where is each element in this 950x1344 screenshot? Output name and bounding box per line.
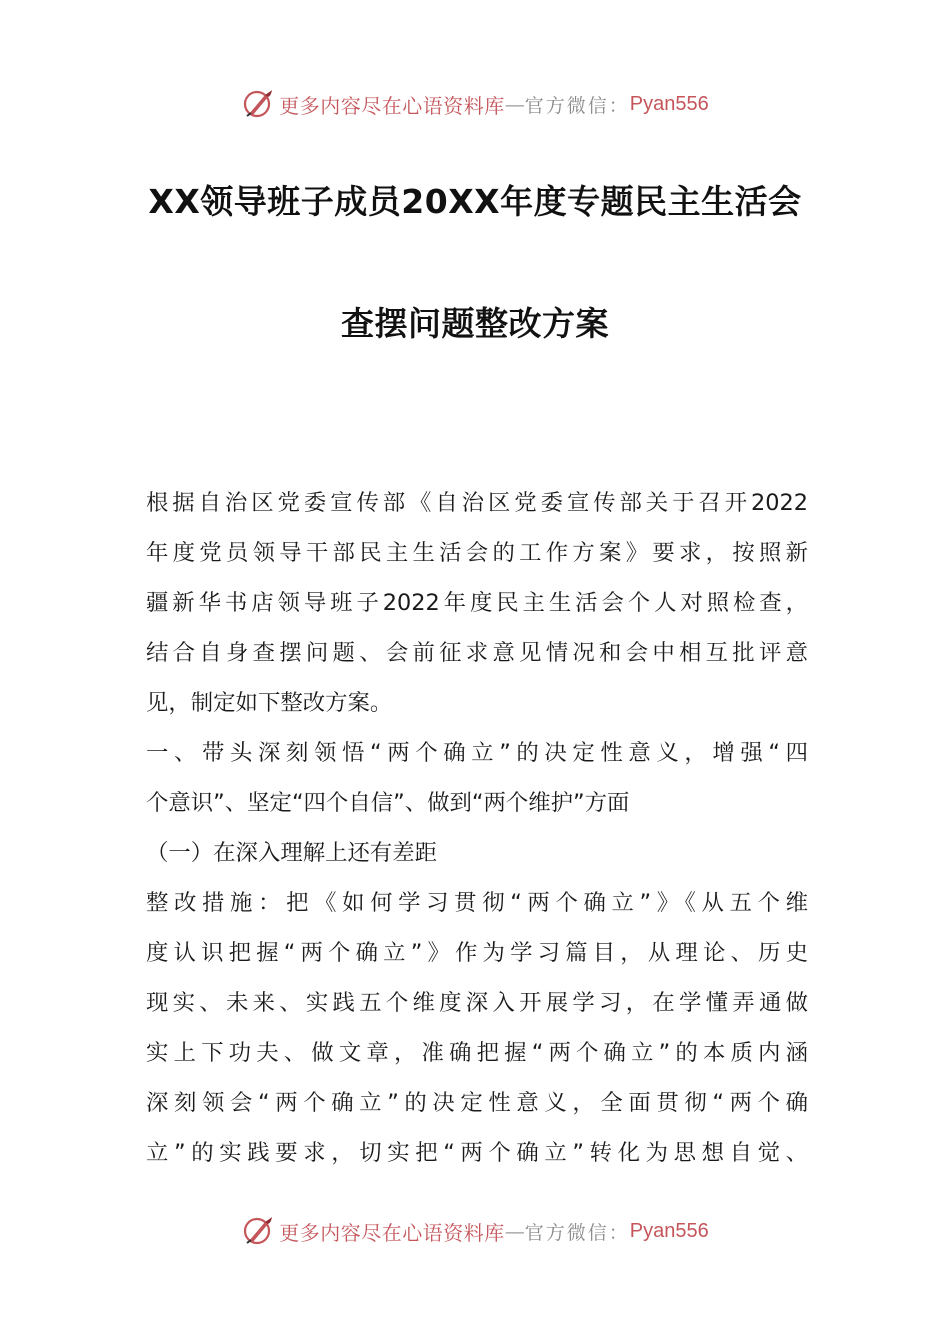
watermark-header xyxy=(0,84,950,124)
page-title-line1: XX领导班子成员20XX年度专题民主生活会 xyxy=(148,182,802,221)
body-line: 实上下功夫、做文章，准确把握“两个确立”的本质内涵 xyxy=(146,1040,808,1066)
body-line: 立”的实践要求，切实把“两个确立”转化为思想自觉、 xyxy=(146,1140,808,1166)
body-line: 结合自身查摆问题、会前征求意见情况和会中相互批评意 xyxy=(146,640,808,666)
body-line: 年度党员领导干部民主生活会的工作方案》要求，按照新 xyxy=(146,540,808,566)
watermark-official: 官方微信： xyxy=(524,1221,630,1244)
page-title-line2: 查摆问题整改方案 xyxy=(341,304,609,343)
section-heading: 一、带头深刻领悟“两个确立”的决定性意义，增强“四 xyxy=(146,740,808,766)
subsection-heading: （一）在深入理解上还有差距 xyxy=(146,840,438,866)
watermark-text: 更多内容尽在心语资料库 xyxy=(279,1220,505,1245)
watermark-dash: — xyxy=(504,1219,525,1243)
body-line: 度认识把握“两个确立”》作为学习篇目，从理论、历史 xyxy=(146,940,808,966)
watermark-footer xyxy=(0,1211,950,1251)
watermark-dash: — xyxy=(504,92,525,116)
body-line: 深刻领会“两个确立”的决定性意义，全面贯彻“两个确 xyxy=(146,1090,808,1116)
body-line: 根据自治区党委宣传部《自治区党委宣传部关于召开2022 xyxy=(146,490,808,516)
document-body xyxy=(146,478,808,1178)
body-line: 现实、未来、实践五个维度深入开展学习，在学懂弄通做 xyxy=(146,990,808,1016)
body-line: 见，制定如下整改方案。 xyxy=(146,690,393,716)
quill-logo-icon xyxy=(241,1214,275,1248)
body-line: 疆新华书店领导班子2022年度民主生活会个人对照检查， xyxy=(146,590,808,616)
watermark-official: 官方微信： xyxy=(524,94,630,117)
watermark-id: Pyan556 xyxy=(629,92,709,115)
section-heading: 个意识”、坚定“四个自信”、做到“两个维护”方面 xyxy=(146,790,630,816)
body-line: 整改措施：把《如何学习贯彻“两个确立”》《从五个维 xyxy=(146,890,808,916)
watermark-id: Pyan556 xyxy=(629,1219,709,1242)
quill-logo-icon xyxy=(241,87,275,121)
watermark-text: 更多内容尽在心语资料库 xyxy=(279,93,505,118)
